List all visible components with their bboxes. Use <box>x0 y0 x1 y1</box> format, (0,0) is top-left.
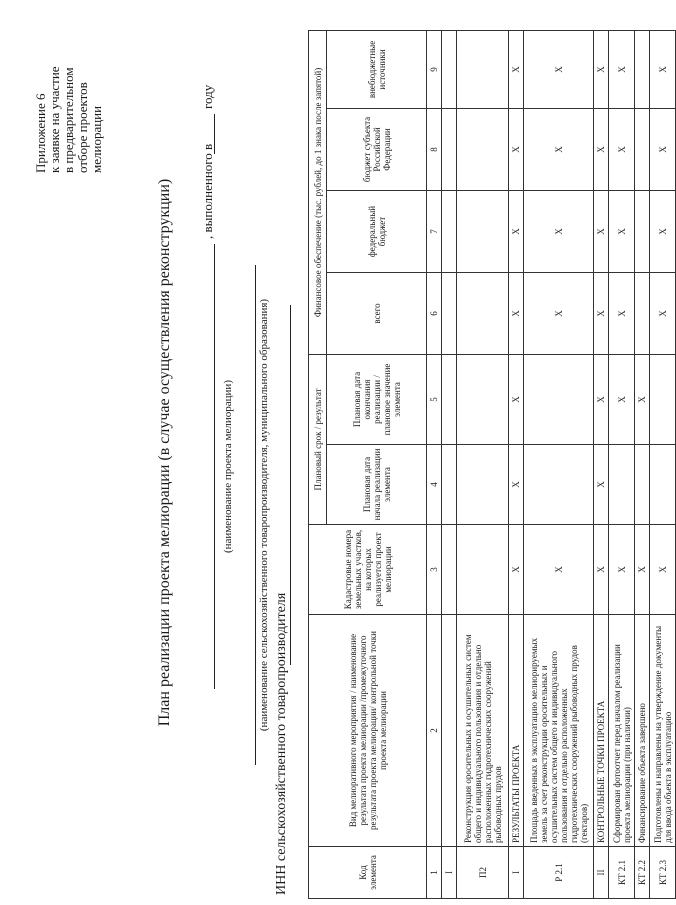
cell <box>635 445 650 525</box>
header-start: Плановая дата начала реализации элемента <box>327 445 427 525</box>
header-plan-group: Плановый срок / результат <box>309 354 327 524</box>
cell: X <box>635 354 650 444</box>
cell: X <box>650 525 676 615</box>
appendix-line: в предварительном <box>61 67 76 173</box>
cell <box>457 30 509 108</box>
table-row <box>442 30 457 898</box>
cell: X <box>650 30 676 108</box>
cell <box>442 30 457 108</box>
cell: X <box>509 525 524 615</box>
table-row <box>524 30 594 898</box>
project-name-field <box>198 84 218 689</box>
cell <box>442 445 457 525</box>
header-code: Код элемента <box>309 847 427 899</box>
cell-code: I <box>509 847 524 899</box>
cell: X <box>635 525 650 615</box>
cell: X <box>609 354 635 444</box>
cell: X <box>509 272 524 354</box>
cell-kind: Сформирован фотоотчет перед началом реализации проекта мелиорации (при наличии) <box>609 615 635 847</box>
table-row <box>457 30 509 898</box>
appendix-note <box>34 13 104 173</box>
cell: X <box>594 108 609 190</box>
header-other: внебюджетные источники <box>327 30 427 108</box>
table-row <box>594 30 609 898</box>
appendix-line: мелиорации <box>89 105 104 173</box>
document-title: План реализации проекта мелиорации (в случае осуществления реконструкции) <box>156 178 173 727</box>
cell: X <box>509 108 524 190</box>
cell: X <box>594 190 609 272</box>
cell-kind: Подготовлены и направлены на утверждение документы для ввода объекта в эксплуатацию <box>650 615 676 847</box>
appendix-line: отборе проектов <box>75 82 90 173</box>
cell: X <box>524 272 594 354</box>
cell: X <box>650 272 676 354</box>
cell: X <box>594 445 609 525</box>
producer-name-caption: (наименование сельскохозяйственного товаропроизводителя, муниципального образования) <box>258 298 270 732</box>
appendix-line: Приложение 6 <box>33 93 48 173</box>
column-number: 1 <box>427 847 442 899</box>
cell <box>442 525 457 615</box>
table-row <box>509 30 524 898</box>
cell: X <box>524 108 594 190</box>
cell <box>442 190 457 272</box>
cell: X <box>594 354 609 444</box>
column-number: 2 <box>427 615 442 847</box>
header-total: всего <box>327 272 427 354</box>
cell <box>442 272 457 354</box>
cell <box>457 354 509 444</box>
done-label: , выполненного в <box>200 143 215 239</box>
cell: X <box>524 190 594 272</box>
cell: X <box>509 354 524 444</box>
cell-code: II <box>594 847 609 899</box>
column-number: 6 <box>427 272 442 354</box>
cell <box>609 445 635 525</box>
cell: X <box>609 108 635 190</box>
cell: X <box>524 30 594 108</box>
header-kind: Вид мелиоративного мероприятия / наименование результата проекта мелиорации /промежуточного результата проекта мелиорации/ контрольной точки проекта мелиорации <box>309 615 427 847</box>
header-cadastre: Кадастровые номера земельных участков, на которых реализуется проект мелиорации <box>309 525 427 615</box>
header-finance-group: Финансовое обеспечение (тыс. рублей, до 1 знака после запятой) <box>309 30 327 354</box>
cell: X <box>650 108 676 190</box>
cell <box>524 354 594 444</box>
cell: X <box>509 445 524 525</box>
cell: X <box>594 30 609 108</box>
cell-kind: КОНТРОЛЬНЫЕ ТОЧКИ ПРОЕКТА <box>594 615 609 847</box>
project-name-caption: (наименование проекта мелиорации) <box>222 380 234 553</box>
cell <box>635 272 650 354</box>
cell-code: КТ 2.1 <box>609 847 635 899</box>
column-number: 3 <box>427 525 442 615</box>
cell: X <box>594 525 609 615</box>
column-number: 7 <box>427 190 442 272</box>
cell <box>457 190 509 272</box>
year-line <box>214 114 215 154</box>
inn-label: ИНН сельскохозяйственного товаропроизводителя <box>274 592 289 895</box>
column-number: 5 <box>427 354 442 444</box>
table-row <box>650 30 676 898</box>
inn-line <box>290 305 291 665</box>
header-federal: федеральный бюджет <box>327 190 427 272</box>
cell: X <box>609 30 635 108</box>
project-name-line <box>214 244 215 689</box>
cell <box>442 354 457 444</box>
cell-code: КТ 2.2 <box>635 847 650 899</box>
cell <box>524 445 594 525</box>
column-number-row <box>427 30 442 898</box>
year-label: году <box>200 84 215 109</box>
appendix-line: к заявке на участие <box>47 66 62 173</box>
cell: X <box>650 190 676 272</box>
cell <box>635 108 650 190</box>
cell-kind: Финансирование объекта завершено <box>635 615 650 847</box>
cell <box>650 354 676 444</box>
cell: X <box>609 190 635 272</box>
cell-code: I <box>442 847 457 899</box>
cell-kind: РЕЗУЛЬТАТЫ ПРОЕКТА <box>509 615 524 847</box>
cell: X <box>594 272 609 354</box>
cell <box>457 272 509 354</box>
column-number: 4 <box>427 445 442 525</box>
cell: X <box>609 525 635 615</box>
cell-code: КТ 2.3 <box>650 847 676 899</box>
cell-kind: Площадь введенных в эксплуатацию мелиорируемых земель за счет реконструкции оросительных и осушительных систем общего и индивидуального пользования и отдельно расположенных гидротехнических сооружений рыбоводных прудов (гектаров) <box>524 615 594 847</box>
cell: X <box>509 190 524 272</box>
cell: X <box>609 272 635 354</box>
header-end: Плановая дата окончания реализации / плановое значение элемента <box>327 354 427 444</box>
cell-kind: Реконструкция оросительных и осушительных систем общего и индивидуального пользования и отдельно расположенных гидротехнических сооружений рыбоводных прудов <box>457 615 509 847</box>
cell <box>650 445 676 525</box>
plan-table <box>308 30 676 899</box>
cell <box>457 525 509 615</box>
cell <box>442 615 457 847</box>
column-number: 9 <box>427 30 442 108</box>
table-row <box>635 30 650 898</box>
table-row <box>609 30 635 898</box>
cell <box>457 445 509 525</box>
cell <box>442 108 457 190</box>
header-regional: бюджет субъекта Российской Федерации <box>327 108 427 190</box>
producer-name-line <box>255 265 256 765</box>
cell-code: П2 <box>457 847 509 899</box>
cell: X <box>509 30 524 108</box>
cell-code: Р 2.1 <box>524 847 594 899</box>
column-number: 8 <box>427 108 442 190</box>
cell <box>457 108 509 190</box>
cell <box>635 190 650 272</box>
cell <box>635 30 650 108</box>
cell: X <box>524 525 594 615</box>
